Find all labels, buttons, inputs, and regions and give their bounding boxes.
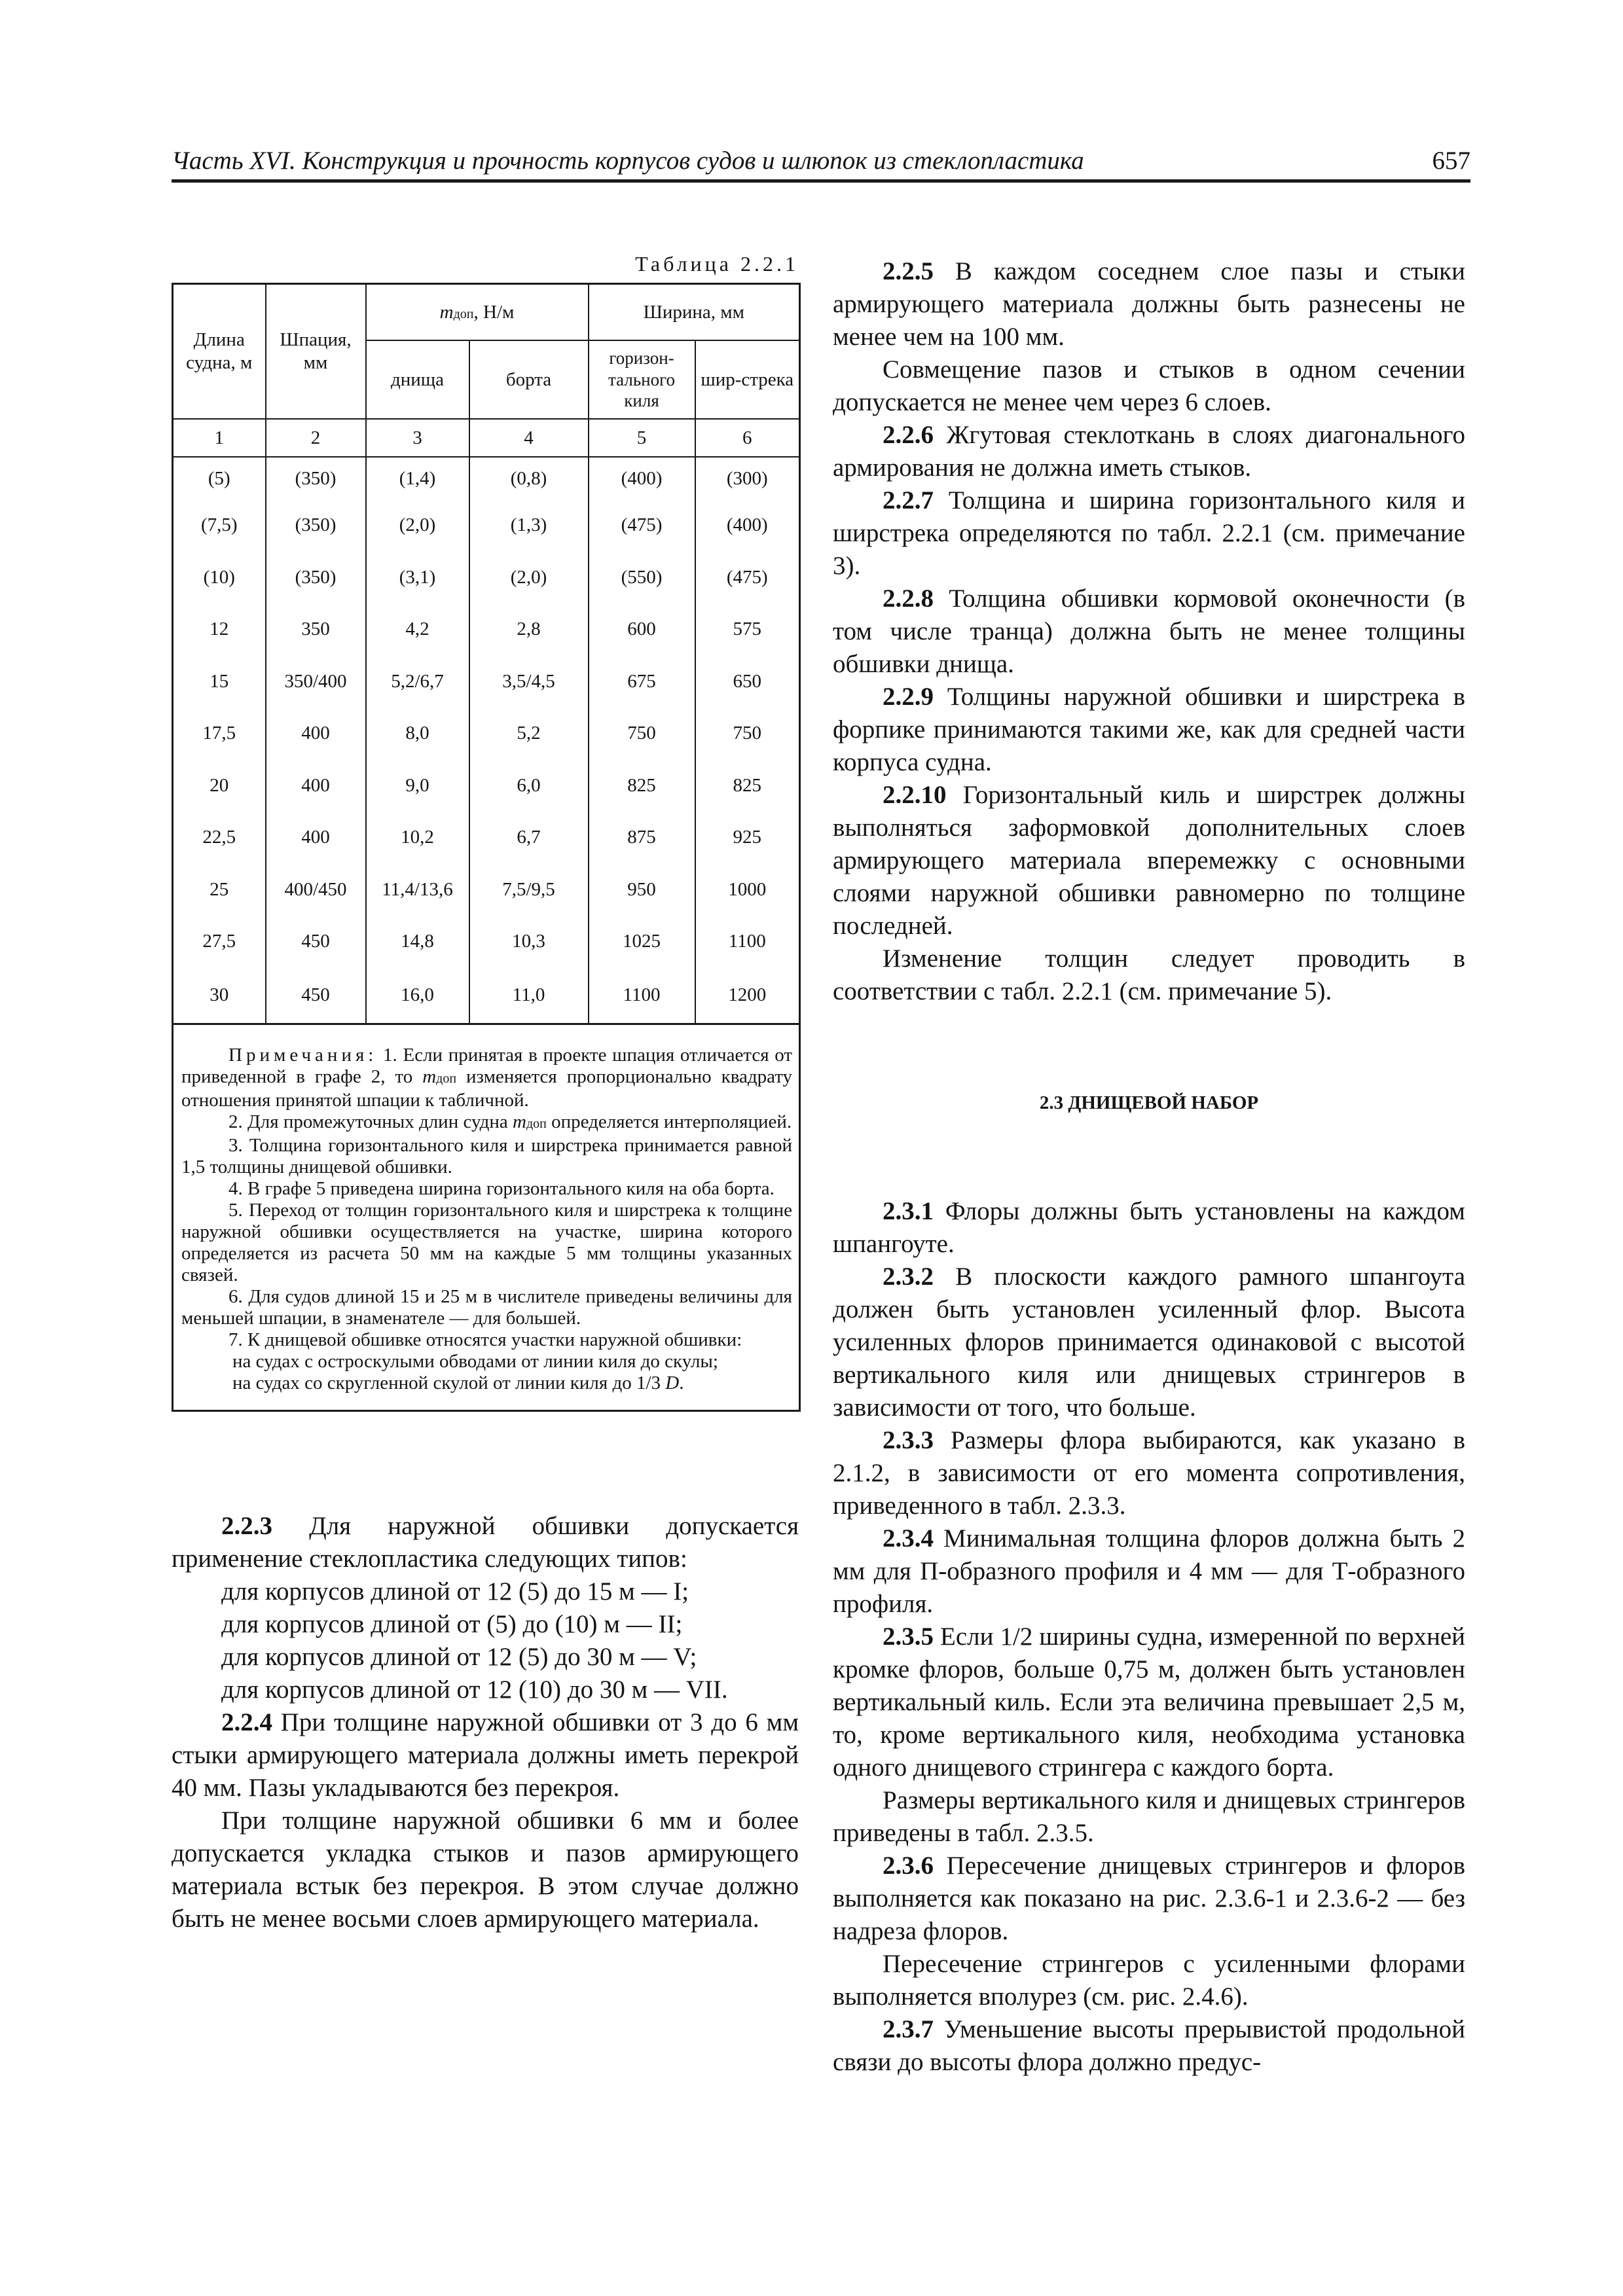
header-spacing: Шпация, мм — [266, 284, 366, 420]
table-notes — [173, 1024, 800, 1410]
table-cell: 11,4/13,6 — [366, 864, 469, 916]
clause-text: Минимальная толщина флоров должна быть 2 мм для П-образного профиля и 4 мм — для Т-образного профиля. — [833, 1524, 1465, 1618]
table-cell: 450 — [266, 968, 366, 1024]
table-cell: 675 — [589, 656, 695, 708]
clause-text: Уменьшение высоты прерывистой продольной связи до высоты флора должно предус- — [833, 2015, 1465, 2076]
clause-number: 2.2.10 — [883, 781, 947, 809]
left-column — [172, 252, 799, 1935]
paragraph-2-3-6 — [833, 1850, 1465, 1948]
table-cell: 14,8 — [366, 916, 469, 968]
table-cell: (350) — [266, 457, 366, 499]
table-cell: 16,0 — [366, 968, 469, 1024]
list-item: для корпусов длиной от 12 (5) до 15 м — I; — [221, 1577, 689, 1605]
note-7a: на судах с остроскулыми обводами от линии киля до скулы; — [232, 1350, 718, 1372]
table-cell: (2,0) — [469, 552, 589, 604]
list-item: для корпусов длиной от 12 (5) до 30 м — V; — [221, 1642, 697, 1671]
paragraph-2-3-7 — [833, 2013, 1465, 2079]
header-keel: горизон-тального киля — [589, 340, 695, 419]
clause-number: 2.2.3 — [221, 1511, 272, 1540]
table-row — [173, 968, 800, 1024]
column-number: 4 — [469, 419, 589, 457]
table-row — [173, 552, 800, 604]
clause-text: Для наружной обшивки допускается применение стеклопластика следующих типов: — [172, 1511, 799, 1573]
clause-number: 2.2.9 — [883, 683, 934, 711]
header-length: Длина судна, м — [173, 284, 266, 420]
clause-number: 2.2.8 — [883, 584, 934, 613]
list-item: для корпусов длиной от 12 (10) до 30 м — VII. — [221, 1675, 728, 1704]
table-row — [173, 864, 800, 916]
table-cell: 600 — [589, 603, 695, 656]
clause-text: В каждом соседнем слое пазы и стыки армирующего материала должны быть разнесены не менее чем на 100 мм. — [833, 257, 1466, 351]
table-cell: 950 — [589, 864, 695, 916]
paragraph-2-3-5 — [833, 1621, 1465, 1784]
table-cell: 1025 — [589, 916, 695, 968]
header-width: Ширина, мм — [589, 284, 800, 341]
note-2a: 2. Для промежуточных длин судна — [228, 1111, 508, 1132]
clause-number: 2.2.5 — [883, 257, 934, 285]
m-symbol: m — [439, 301, 454, 323]
table-cell: 20 — [173, 760, 266, 812]
paragraph-2-2-5-cont: Совмещение пазов и стыков в одном сечении допускается не менее чем через 6 слоев. — [833, 355, 1465, 416]
clause-number: 2.2.6 — [883, 421, 934, 449]
table-cell: 825 — [589, 760, 695, 812]
paragraph-2-3-2 — [833, 1261, 1465, 1424]
table-cell: 1200 — [695, 968, 800, 1024]
table-row — [173, 812, 800, 864]
table-cell: 4,2 — [366, 603, 469, 656]
page-header — [172, 139, 1470, 183]
table-cell: 350 — [266, 603, 366, 656]
data-table — [172, 283, 801, 1412]
clause-text: Горизонтальный киль и ширстрек должны выполняться заформовкой дополнительных слоев армирующего материала вперемежку с основными слоями наружной обшивки равномерно по толщине последней. — [833, 781, 1465, 940]
table-cell: (350) — [266, 552, 366, 604]
column-number: 5 — [589, 419, 695, 457]
table-cell: 27,5 — [173, 916, 266, 968]
paragraph-2-2-10-cont: Изменение толщин следует проводить в соответствии с табл. 2.2.1 (см. примечание 5). — [833, 944, 1465, 1005]
left-body-text — [172, 1510, 799, 1935]
note-7: 7. К днищевой обшивке относятся участки наружной обшивки: — [228, 1329, 742, 1350]
table-cell: 8,0 — [366, 708, 469, 760]
table-cell: 30 — [173, 968, 266, 1024]
table-cell: 875 — [589, 812, 695, 864]
table-cell: (2,0) — [366, 499, 469, 552]
note-1a: 1. Если принятая в проекте шпация отличается от приведенной в графе 2, то — [181, 1044, 793, 1087]
header-side: борта — [469, 340, 589, 419]
table-cell: 6,0 — [469, 760, 589, 812]
paragraph-2-3-3 — [833, 1424, 1465, 1522]
table-cell: 25 — [173, 864, 266, 916]
clause-text: Жгутовая стеклоткань в слоях диагонального армирования не должна иметь стыков. — [833, 421, 1465, 482]
table-row — [173, 656, 800, 708]
paragraph-2-2-4 — [172, 1706, 799, 1804]
note-7b-text: на судах со скругленной скулой от линии киля до 1/3 — [232, 1372, 661, 1393]
table-cell: 22,5 — [173, 812, 266, 864]
table-cell: (475) — [695, 552, 800, 604]
table-cell: 15 — [173, 656, 266, 708]
table-cell: (475) — [589, 499, 695, 552]
table-cell: 350/400 — [266, 656, 366, 708]
table-row — [173, 760, 800, 812]
note-7b-end: . — [679, 1372, 684, 1393]
table-cell: (7,5) — [173, 499, 266, 552]
table-cell: 400/450 — [266, 864, 366, 916]
table-cell: (10) — [173, 552, 266, 604]
table-cell: 750 — [589, 708, 695, 760]
section-heading: 2.3 ДНИЩЕВОЙ НАБОР — [1039, 1092, 1259, 1113]
page-number: 657 — [1432, 147, 1470, 175]
clause-text: Пересечение днищевых стрингеров и флоров выполняется как показано на рис. 2.3.6-1 и 2.3.6-2 — без надреза флоров. — [833, 1852, 1466, 1945]
table-cell: 9,0 — [366, 760, 469, 812]
clause-number: 2.3.6 — [883, 1852, 934, 1880]
note-7b — [232, 1372, 792, 1394]
paragraph-2-2-4-cont: При толщине наружной обшивки 6 мм и более допускается укладка стыков и пазов армирующего материала встык без перекроя. В этом случае должно быть не менее восьми слоев армирующего материала. — [172, 1806, 799, 1933]
clause-text: Толщина и ширина горизонтального киля и ширстрека определяются по табл. 2.2.1 (см. примечание 3). — [833, 486, 1465, 580]
table-cell: 7,5/9,5 — [469, 864, 589, 916]
table-cell: 3,5/4,5 — [469, 656, 589, 708]
paragraph-2-3-4 — [833, 1522, 1465, 1621]
paragraph-2-2-6 — [833, 419, 1465, 484]
table-cell: 2,8 — [469, 603, 589, 656]
m-subscript: доп — [436, 1071, 457, 1086]
paragraph-2-2-3 — [172, 1510, 799, 1575]
clause-text: Размеры флора выбираются, как указано в 2.1.2, в зависимости от его момента сопротивления, приведенного в табл. 2.3.3. — [833, 1426, 1465, 1520]
header-bottom: днища — [366, 340, 469, 419]
paragraph-2-3-5-cont: Размеры вертикального киля и днищевых стрингеров приведены в табл. 2.3.5. — [833, 1786, 1465, 1847]
table-cell: 1100 — [695, 916, 800, 968]
note-6: 6. Для судов длиной 15 и 25 м в числителе приведены величины для меньшей шпации, в знаменателе — для большей. — [181, 1285, 793, 1329]
paragraph-2-2-8 — [833, 583, 1465, 681]
table-cell: (400) — [695, 499, 800, 552]
clause-number: 2.3.4 — [883, 1524, 934, 1552]
m-unit: , Н/м — [473, 301, 515, 323]
clause-number: 2.3.1 — [883, 1197, 934, 1225]
table-cell: 925 — [695, 812, 800, 864]
table-cell: (550) — [589, 552, 695, 604]
clause-number: 2.3.7 — [883, 2015, 934, 2043]
note-7b-var: D — [665, 1372, 680, 1393]
clause-text: Толщины наружной обшивки и ширстрека в форпике принимаются такими же, как для средней части корпуса судна. — [833, 683, 1465, 776]
clause-number: 2.2.7 — [883, 486, 934, 514]
column-number: 3 — [366, 419, 469, 457]
clause-text: При толщине наружной обшивки от 3 до 6 мм стыки армирующего материала должны иметь перекрой 40 мм. Пазы укладываются без перекроя. — [172, 1708, 799, 1802]
m-subscript: доп — [526, 1116, 547, 1131]
table-cell: 400 — [266, 760, 366, 812]
clause-number: 2.3.3 — [883, 1426, 934, 1454]
header-sheer: шир-стрека — [695, 340, 800, 419]
table-cell: 650 — [695, 656, 800, 708]
table-caption: Таблица 2.2.1 — [635, 252, 799, 276]
paragraph-2-2-5 — [833, 255, 1465, 353]
m-subscript: доп — [453, 306, 474, 321]
table-cell: (5) — [173, 457, 266, 499]
column-number: 1 — [173, 419, 266, 457]
header-m-allow — [366, 284, 589, 341]
table-cell: 6,7 — [469, 812, 589, 864]
table-cell: 11,0 — [469, 968, 589, 1024]
table-cell: (300) — [695, 457, 800, 499]
clause-text: В плоскости каждого рамного шпангоута должен быть установлен усиленный флор. Высота усиленных флоров принимается одинаковой с высотой вертикального киля или днищевых стрингеров в зависимости от того, что больше. — [833, 1263, 1466, 1422]
paragraph-2-3-6-cont: Пересечение стрингеров с усиленными флорами выполняется вполурез (см. рис. 2.4.6). — [833, 1950, 1465, 2011]
table-cell: 825 — [695, 760, 800, 812]
column-number: 6 — [695, 419, 800, 457]
list-item: для корпусов длиной от (5) до (10) м — II; — [221, 1609, 683, 1638]
column-number: 2 — [266, 419, 366, 457]
running-title: Часть XVI. Конструкция и прочность корпусов судов и шлюпок из стеклопластика — [172, 147, 1084, 175]
clause-number: 2.3.5 — [883, 1623, 934, 1651]
table-cell: 5,2/6,7 — [366, 656, 469, 708]
paragraph-2-2-7 — [833, 484, 1465, 583]
clause-text: Толщина обшивки кормовой оконечности (в том числе транца) должна быть не менее толщины обшивки днища. — [833, 584, 1465, 678]
table-cell: (400) — [589, 457, 695, 499]
table-cell: 17,5 — [173, 708, 266, 760]
table-cell: 750 — [695, 708, 800, 760]
table-cell: 10,3 — [469, 916, 589, 968]
table-cell: 1100 — [589, 968, 695, 1024]
paragraph-2-2-10 — [833, 779, 1465, 942]
table-cell: 400 — [266, 708, 366, 760]
notes-label: Примечания: — [228, 1044, 378, 1066]
table-cell: (1,4) — [366, 457, 469, 499]
table-cell: 1000 — [695, 864, 800, 916]
paragraph-2-3-1 — [833, 1195, 1465, 1261]
note-1b: изменяется пропорционально квадрату отношения принятой шпации к табличной. — [181, 1066, 793, 1111]
m-symbol: m — [513, 1111, 526, 1132]
clause-text: Флоры должны быть установлены на каждом шпангоуте. — [833, 1197, 1465, 1258]
clause-text: Если 1/2 ширины судна, измеренной по верхней кромке флоров, больше 0,75 м, должен быть установлен вертикальный киль. Если эта величина превышает 2,5 м, то, кроме вертикального киля, необходима установка одного днищевого стрингера с каждого борта. — [833, 1623, 1465, 1782]
table-cell: 12 — [173, 603, 266, 656]
table-row — [173, 457, 800, 499]
table-cell: (1,3) — [469, 499, 589, 552]
right-column — [833, 255, 1465, 2079]
table-cell: 450 — [266, 916, 366, 968]
table-cell: 400 — [266, 812, 366, 864]
table-row — [173, 708, 800, 760]
note-4: 4. В графе 5 приведена ширина горизонтального киля на оба борта. — [228, 1177, 775, 1199]
table-cell: (0,8) — [469, 457, 589, 499]
clause-number: 2.2.4 — [221, 1708, 272, 1736]
clause-number: 2.3.2 — [883, 1263, 934, 1291]
column-numbers-row — [173, 419, 800, 457]
table-cell: 575 — [695, 603, 800, 656]
m-symbol: m — [422, 1066, 437, 1087]
table-cell: (3,1) — [366, 552, 469, 604]
table-row — [173, 603, 800, 656]
paragraph-2-2-9 — [833, 681, 1465, 779]
note-2b: определяется интерполяцией. — [551, 1111, 792, 1132]
table-cell: (350) — [266, 499, 366, 552]
note-3: 3. Толщина горизонтального киля и ширстрека принимается равной 1,5 толщины днищевой обшивки. — [181, 1134, 793, 1177]
table-row — [173, 499, 800, 552]
table-cell: 5,2 — [469, 708, 589, 760]
note-5: 5. Переход от толщин горизонтального киля и ширстрека к толщине наружной обшивки осуществляется на участке, ширина которого определяется из расчета 50 мм на каждые 5 мм толщины указанных связей. — [181, 1199, 793, 1285]
table-row — [173, 916, 800, 968]
table-cell: 10,2 — [366, 812, 469, 864]
